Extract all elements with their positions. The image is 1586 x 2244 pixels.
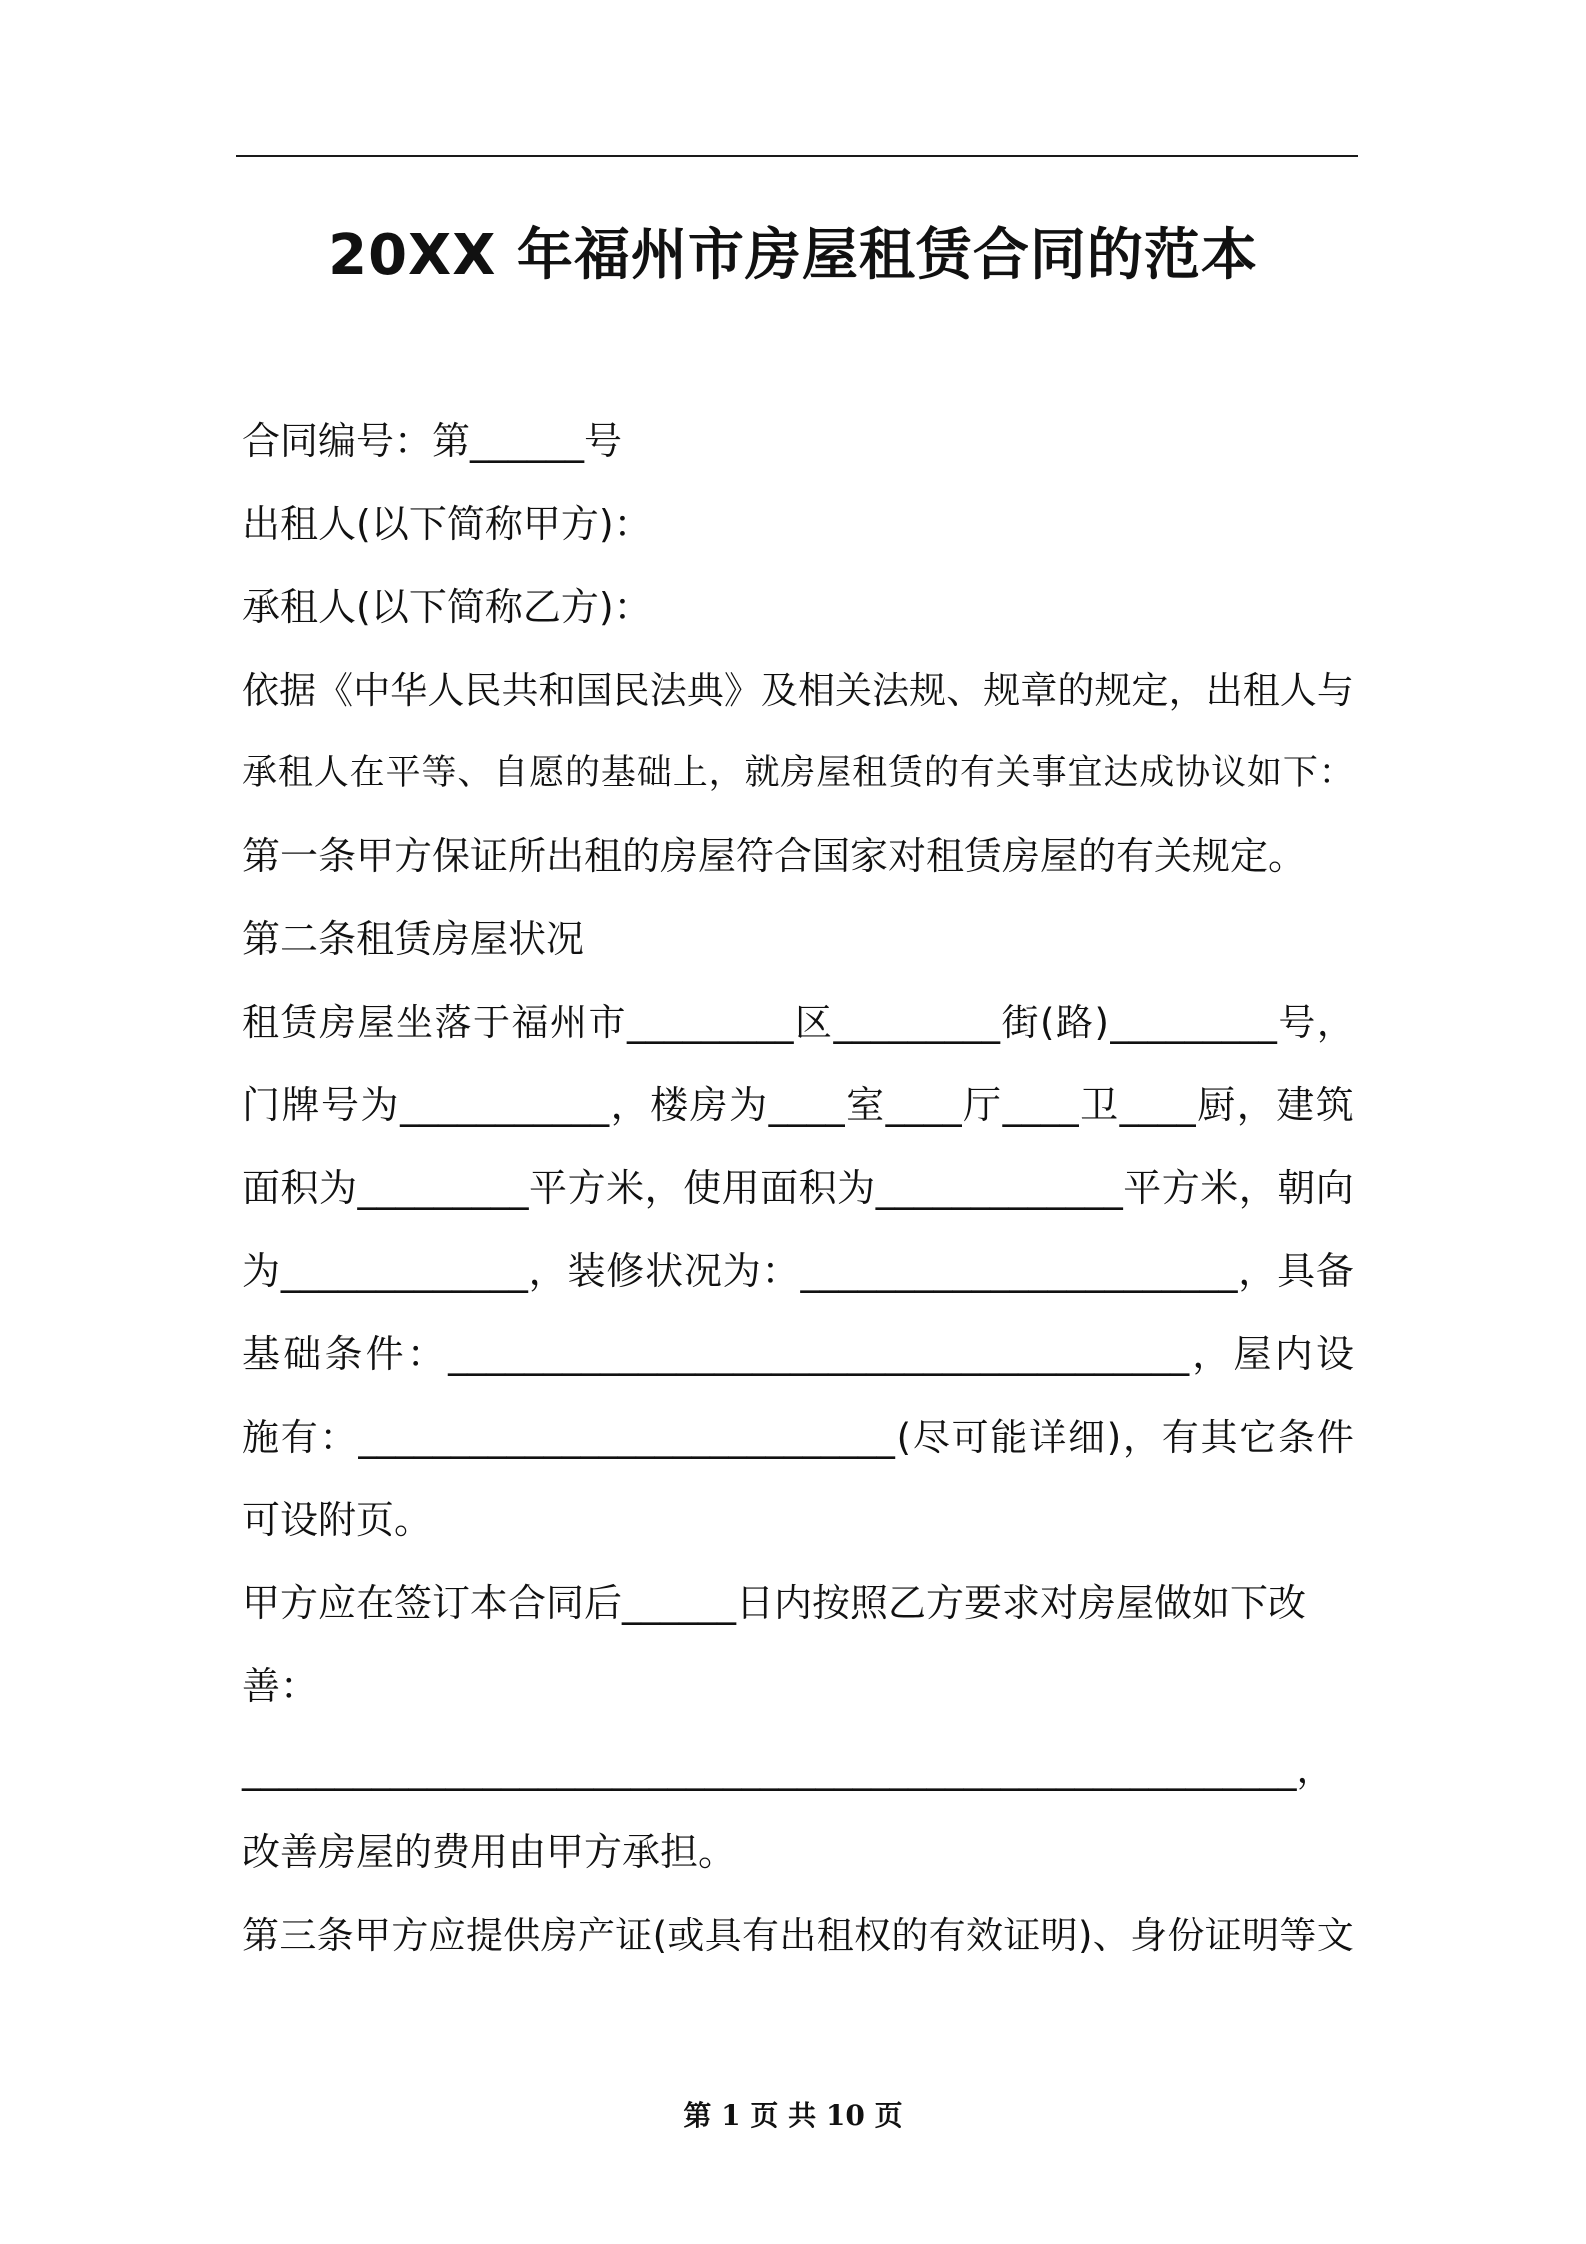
paragraph-line: 为 _____________ ， 装 修 状 况 为 ： _______________________ ， 具 备 <box>242 1249 1354 1293</box>
document-body <box>242 400 1354 1977</box>
article-2-heading: 第二条租赁房屋状况 <box>242 917 585 961</box>
paragraph-line: 承 租 人 在 平 等 、 自 愿 的 基 础 上 ， 就 房 屋 租 赁 的 有 关 事 宜 达 成 协 议 如 下 ： <box>242 753 1354 793</box>
lessee-line: 承租人(以下简称乙方)： <box>242 585 652 629</box>
article-3-line: 第 三 条 甲 方 应 提 供 房 产 证 ( 或 具 有 出 租 权 的 有 效 证 明 ) 、 身 份 证 明 等 文 <box>242 1914 1354 1957</box>
paragraph-line: 依 据 《 中 华 人 民 共 和 国 民 法 典 》 及 相 关 法 规 、 规 章 的 规 定 ， 出 租 人 与 <box>242 669 1354 712</box>
paragraph-line: 甲方应在签订本合同后______日内按照乙方要求对房屋做如下改 <box>242 1581 1307 1625</box>
paragraph-line: 租 赁 房 屋 坐 落 于 福 州 市 _________ 区 _________ 街 ( 路 ) _________ 号 ， <box>242 1001 1354 1044</box>
paragraph-line: 施 有 ： _____________________________ ( 尽 可 能 详 细 ) ， 有 其 它 条 件 <box>242 1416 1354 1459</box>
paragraph-line: 基 础 条 件 ： _______________________________________ ， 屋 内 设 <box>242 1332 1354 1376</box>
lessor-line: 出租人(以下简称甲方)： <box>242 502 652 546</box>
blank-fill-line: _________________________________________________________， <box>242 1748 1334 1791</box>
paragraph-line: 改善房屋的费用由甲方承担。 <box>242 1830 737 1874</box>
paragraph-line: 可设附页。 <box>242 1498 433 1542</box>
header-rule <box>236 155 1358 157</box>
paragraph-line: 门 牌 号 为 ___________ ， 楼 房 为 ____ 室 ____ 厅 ____ 卫 ____ 厨 ， 建 筑 <box>242 1083 1354 1127</box>
page-number: 第 1 页 共 10 页 <box>683 2099 903 2132</box>
article-1-line: 第一条甲方保证所出租的房屋符合国家对租赁房屋的有关规定。 <box>242 834 1307 878</box>
paragraph-line: 面 积 为 _________ 平 方 米 ， 使 用 面 积 为 _____________ 平 方 米 ， 朝 向 <box>242 1166 1354 1210</box>
document-title: 20XX 年福州市房屋租赁合同的范本 <box>328 223 1258 288</box>
contract-number-line: 合同编号：第______号 <box>242 419 623 463</box>
paragraph-line: 善： <box>242 1664 319 1708</box>
